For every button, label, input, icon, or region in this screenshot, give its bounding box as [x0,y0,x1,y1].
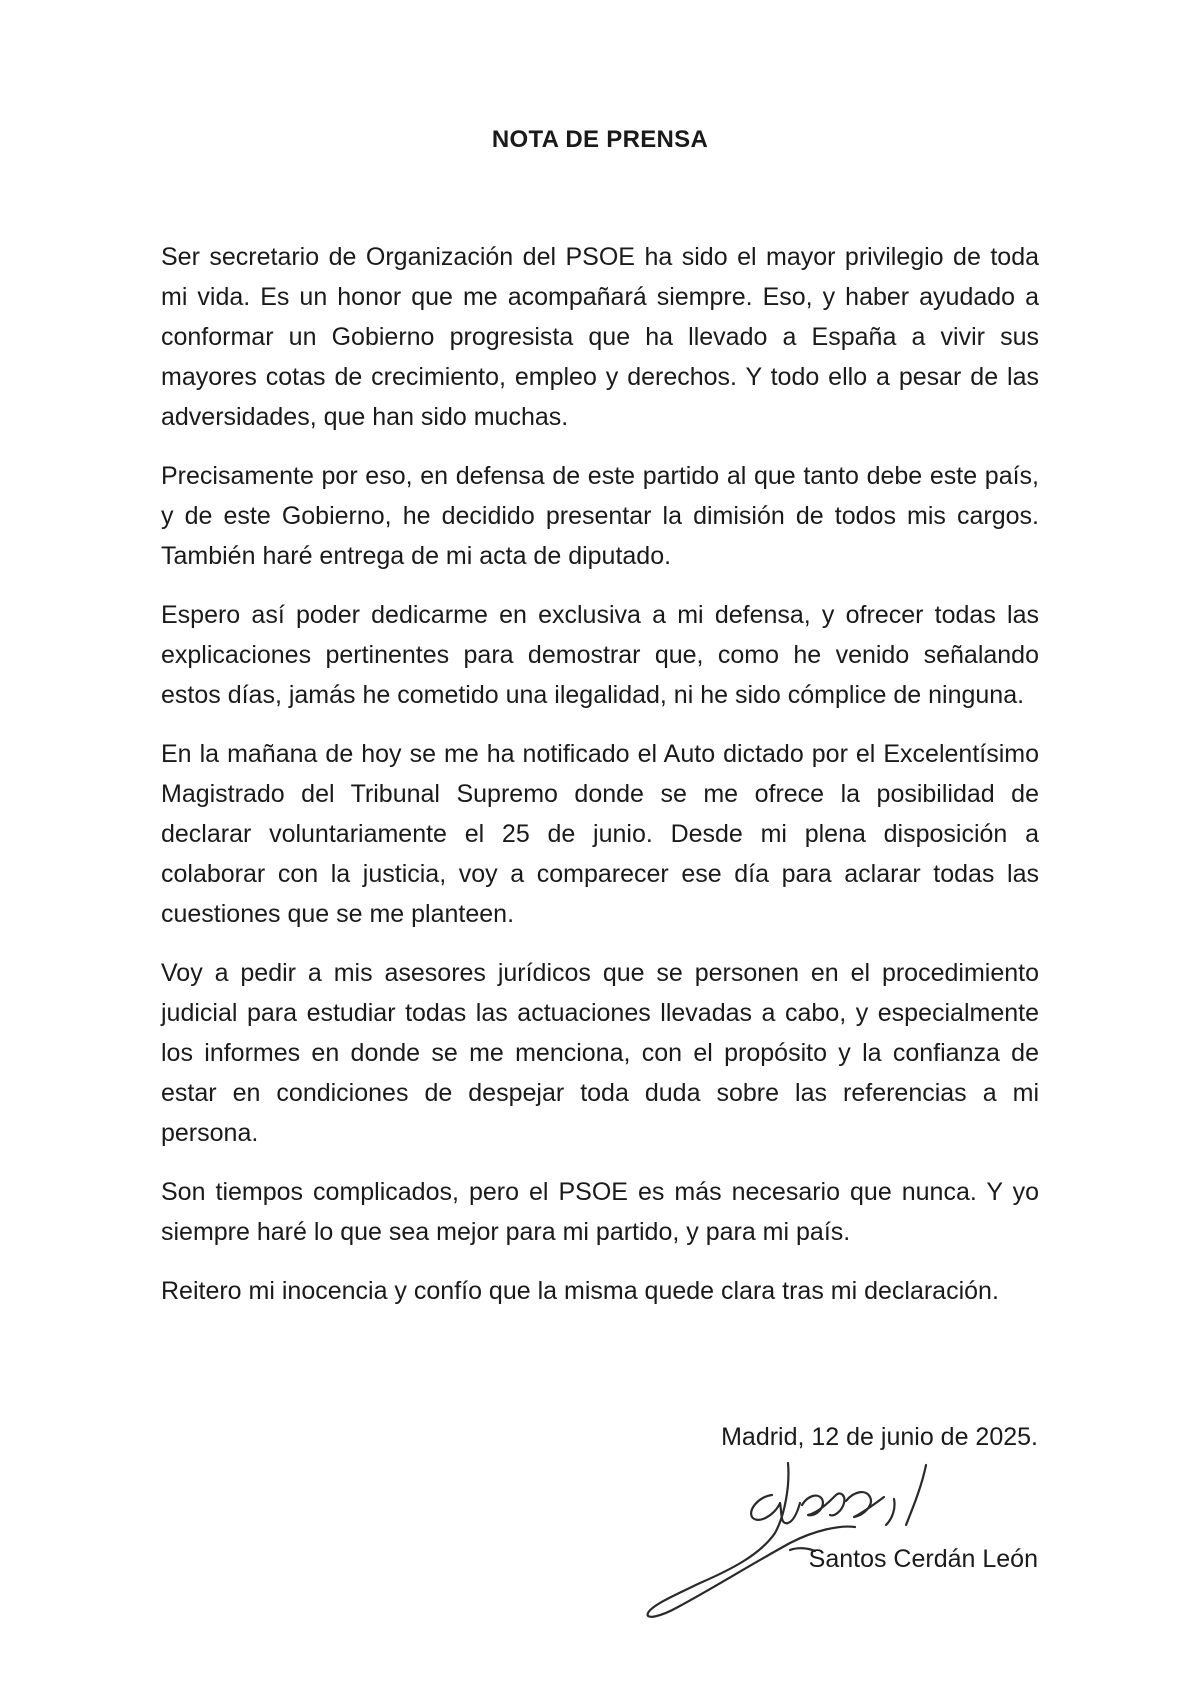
paragraph-2: Precisamente por eso, en defensa de este partido al que tanto debe este país, y de este Gobierno, he decidido presentar la dimisión de todos mis cargos. También haré entrega de mi acta de diputado. [161,462,1039,570]
signer-name: Santos Cerdán León [808,1545,1038,1573]
paragraph-4: En la mañana de hoy se me ha notificado el Auto dictado por el Excelentísimo Magistrado del Tribunal Supremo donde se me ofrece la posibilidad de declarar voluntariamente el 25 de junio. Desde mi plena disposición a colaborar con la justicia, voy a comparecer ese día para aclarar todas las cuestiones que se me planteen. [161,740,1039,928]
paragraph-1: Ser secretario de Organización del PSOE ha sido el mayor privilegio de toda mi vida. Es un honor que me acompañará siempre. Eso, y haber ayudado a conformar un Gobierno progresista que ha llevado a España a vivir sus mayores cotas de crecimiento, empleo y derechos. Y todo ello a pesar de las adversidades, que han sido muchas. [161,243,1039,431]
place-date: Madrid, 12 de junio de 2025. [721,1423,1038,1451]
paragraph-3: Espero así poder dedicarme en exclusiva a mi defensa, y ofrecer todas las explicaciones pertinentes para demostrar que, como he venido señalando estos días, jamás he cometido una ilegalidad, ni he sido cómplice de ninguna. [161,601,1039,709]
document-title: NOTA DE PRENSA [491,126,709,153]
paragraph-6: Son tiempos complicados, pero el PSOE es más necesario que nunca. Y yo siempre haré lo que sea mejor para mi partido, y para mi país. [161,1178,1039,1246]
paragraph-7: Reitero mi inocencia y confío que la misma quede clara tras mi declaración. [161,1277,999,1305]
document-body [161,237,1039,1330]
paragraph-5: Voy a pedir a mis asesores jurídicos que se personen en el procedimiento judicial para estudiar todas las actuaciones llevadas a cabo, y especialmente los informes en donde se me menciona, con el propósito y la confianza de estar en condiciones de despejar toda duda sobre las referencias a mi persona. [161,959,1039,1147]
